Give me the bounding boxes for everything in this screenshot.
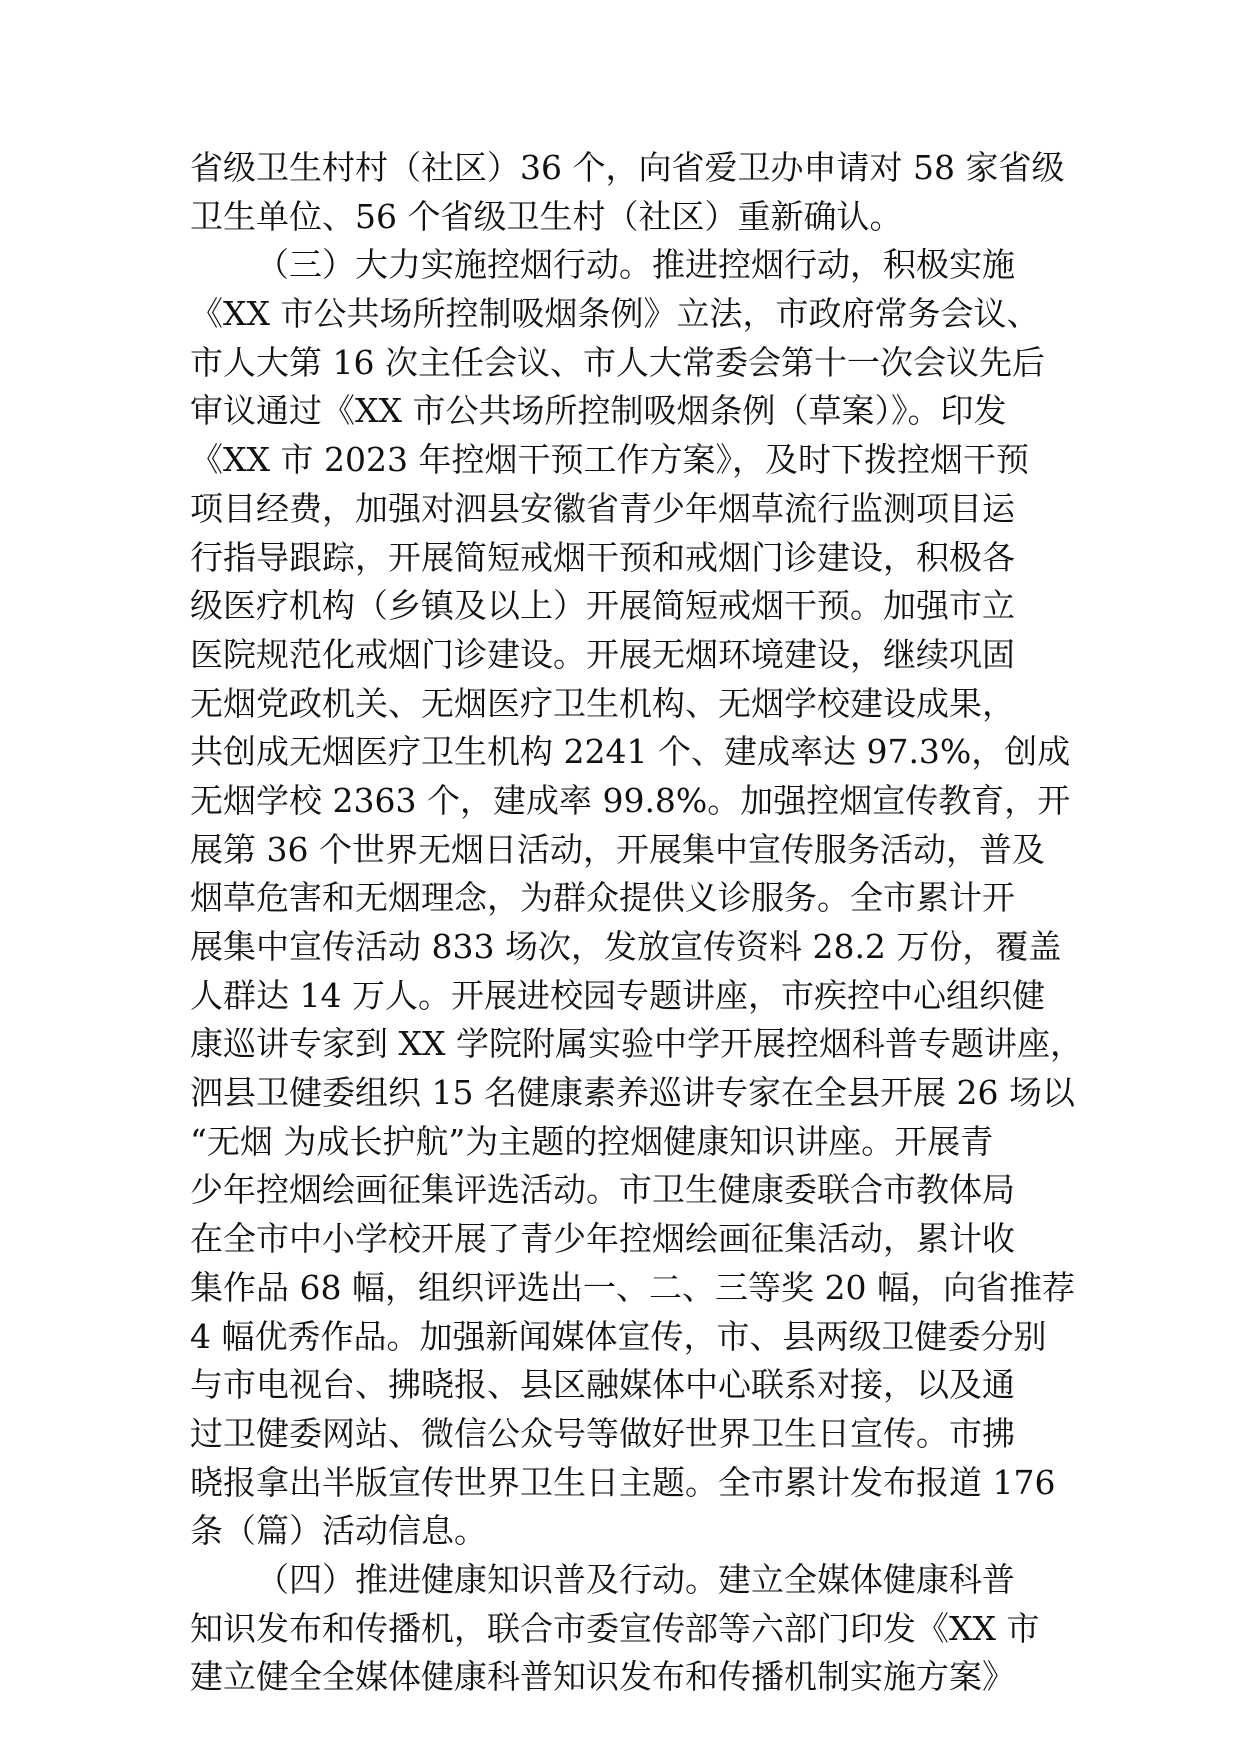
text-line: 在全市中小学校开展了青少年控烟绘画征集活动，累计收 — [190, 1219, 1015, 1259]
text-line: 康巡讲专家到 XX 学院附属实验中学开展控烟科普专题讲座， — [190, 1024, 1083, 1064]
text-line: 项目经费，加强对泗县安徽省青少年烟草流行监测项目运 — [190, 488, 1015, 528]
text-line: （四）推进健康知识普及行动。建立全媒体健康科普 — [256, 1559, 1015, 1599]
text-line: 无烟学校 2363 个，建成率 99.8%。加强控烟宣传教育，开 — [190, 780, 1071, 820]
text-line: 泗县卫健委组织 15 名健康素养巡讲专家在全县开展 26 场以 — [190, 1073, 1075, 1113]
text-line: 《XX 市公共场所控制吸烟条例》立法，市政府常务会议、 — [190, 294, 1040, 334]
text-line: 与市电视台、拂晓报、县区融媒体中心联系对接，以及通 — [190, 1365, 1015, 1405]
text-line: 医院规范化戒烟门诊建设。开展无烟环境建设，继续巩固 — [190, 634, 1015, 674]
document-body — [190, 144, 1083, 1702]
text-line: （三）大力实施控烟行动。推进控烟行动，积极实施 — [256, 245, 1015, 285]
text-line: 展集中宣传活动 833 场次，发放宣传资料 28.2 万份，覆盖 — [190, 927, 1062, 966]
text-line: 建立健全全媒体健康科普知识发布和传播机制实施方案》 — [190, 1657, 1015, 1697]
text-line: 集作品 68 幅，组织评选出一、二、三等奖 20 幅，向省推荐 — [190, 1267, 1075, 1307]
text-line: 晓报拿出半版宣传世界卫生日主题。全市累计发布报道 176 — [190, 1462, 1056, 1502]
text-line: 少年控烟绘画征集评选活动。市卫生健康委联合市教体局 — [190, 1170, 1015, 1210]
text-line: 审议通过《XX 市公共场所控制吸烟条例（草案）》。印发 — [190, 391, 1007, 431]
text-line: “无烟 为成长护航”为主题的控烟健康知识讲座。开展青 — [190, 1121, 994, 1161]
text-line: 共创成无烟医疗卫生机构 2241 个、建成率达 97.3%，创成 — [190, 732, 1071, 772]
text-line: 条（篇）活动信息。 — [190, 1511, 487, 1551]
text-line: 《XX 市 2023 年控烟干预工作方案》，及时下拨控烟干预 — [190, 440, 1029, 480]
text-line: 人群达 14 万人。开展进校园专题讲座，市疾控中心组织健 — [190, 975, 1045, 1015]
text-line: 4 幅优秀作品。加强新闻媒体宣传，市、县两级卫健委分别 — [190, 1316, 1047, 1356]
text-line: 行指导跟踪，开展简短戒烟干预和戒烟门诊建设，积极各 — [190, 537, 1015, 577]
text-line: 展第 36 个世界无烟日活动，开展集中宣传服务活动，普及 — [190, 829, 1045, 869]
text-line: 卫生单位、56 个省级卫生村（社区）重新确认。 — [190, 196, 903, 236]
text-line: 烟草危害和无烟理念，为群众提供义诊服务。全市累计开 — [190, 878, 1015, 918]
text-line: 知识发布和传播机，联合市委宣传部等六部门印发《XX 市 — [190, 1608, 1040, 1648]
text-line: 级医疗机构（乡镇及以上）开展简短戒烟干预。加强市立 — [190, 586, 1015, 626]
text-line: 无烟党政机关、无烟医疗卫生机构、无烟学校建设成果， — [190, 683, 1015, 723]
text-line: 市人大第 16 次主任会议、市人大常委会第十一次会议先后 — [190, 342, 1045, 382]
text-line: 省级卫生村村（社区）36 个，向省爱卫办申请对 58 家省级 — [190, 148, 1065, 187]
text-line: 过卫健委网站、微信公众号等做好世界卫生日宣传。市拂 — [190, 1413, 1015, 1453]
